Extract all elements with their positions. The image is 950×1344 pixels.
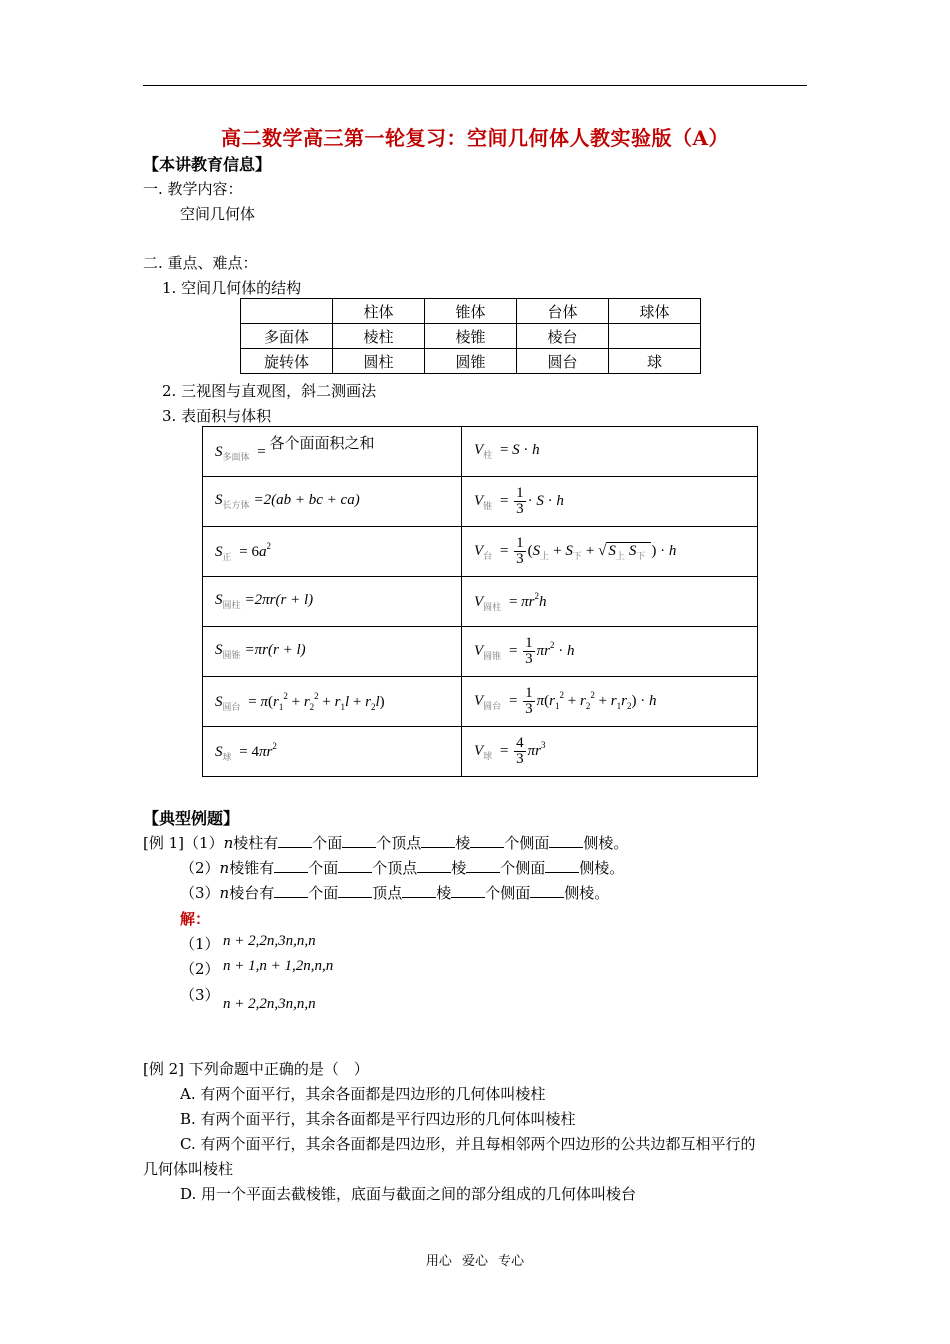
table-cell: 球 bbox=[609, 349, 701, 374]
formula-v-sphere: $V_球$ = $\frac{4}{3}$ $\pi r^3$ bbox=[462, 727, 758, 777]
table-row bbox=[203, 677, 758, 727]
header-rule bbox=[143, 85, 807, 86]
formula-s-cylinder: $S_{圆柱} =2\pi r(r + l)$ bbox=[203, 577, 462, 627]
formula-table bbox=[202, 426, 758, 777]
table-cell: 旋转体 bbox=[241, 349, 333, 374]
table-cell bbox=[241, 299, 333, 324]
formula-s-sphere: $S_球 = 4\pi r^2$ bbox=[203, 727, 462, 777]
table-cell: 圆柱 bbox=[333, 349, 425, 374]
table-row bbox=[241, 324, 701, 349]
answer-2-prefix: （2） bbox=[180, 960, 220, 978]
table-cell bbox=[609, 324, 701, 349]
formula-s-cuboid: $S_{长方体} =2(ab$ + bc + ca) bbox=[203, 477, 462, 527]
table-cell: 球体 bbox=[609, 299, 701, 324]
formula-v-pyramid: $V_锥$ = $\frac{1}{3}$ · S · h bbox=[462, 477, 758, 527]
option-b: B. 有两个面平行，其余各面都是平行四边形的几何体叫棱柱 bbox=[180, 1110, 576, 1128]
formula-s-frustum-cone: $S_{圆台} = \pi(r_1^2 + r_2^2 + r_1l + r_2l)$ bbox=[203, 677, 462, 727]
table-row bbox=[203, 627, 758, 677]
example-2-question: [例 2] 下列命题中正确的是（ ） bbox=[143, 1060, 369, 1078]
table-row bbox=[241, 299, 701, 324]
key-points-heading: 二. 重点、难点： bbox=[143, 254, 258, 272]
table-row bbox=[203, 527, 758, 577]
formula-s-cube: $S_正 = 6a^2$ bbox=[203, 527, 462, 577]
answer-2: n + 1,n + 1,2n,n,n bbox=[223, 958, 334, 974]
formula-v-cone: $V_{圆锥}$ = $\frac{1}{3}$ $\pi r^2 \cdot h$ bbox=[462, 627, 758, 677]
table-row bbox=[203, 427, 758, 477]
section-examples-heading: 【典型例题】 bbox=[143, 809, 240, 828]
answer-3: n + 2,2n,3n,n,n bbox=[223, 996, 316, 1012]
content-value: 空间几何体 bbox=[180, 205, 256, 223]
table-row bbox=[203, 577, 758, 627]
table-row bbox=[241, 349, 701, 374]
option-a: A. 有两个面平行，其余各面都是四边形的几何体叫棱柱 bbox=[180, 1085, 546, 1103]
structure-table bbox=[240, 298, 701, 374]
formula-v-prism: $V_柱 = S \cdot h$ bbox=[462, 427, 758, 477]
example-1-q1: [例 1]（1）n棱柱有 个面 个顶点 棱 个侧面 侧棱。 bbox=[143, 834, 629, 852]
option-d: D. 用一个平面去截棱锥，底面与截面之间的部分组成的几何体叫棱台 bbox=[180, 1185, 637, 1203]
table-row bbox=[203, 727, 758, 777]
answer-3-prefix: （3） bbox=[180, 986, 220, 1004]
page-footer: 用心 爱心 专心 bbox=[425, 1254, 525, 1269]
formula-v-frustum-cone: $V_{圆台}$ = $\frac{1}{3}$ $\pi(r_1^2 + r_2^2 + r_1r_2) \cdot h$ bbox=[462, 677, 758, 727]
option-c: C. 有两个面平行，其余各面都是四边形，并且每相邻两个四边形的公共边都互相平行的 bbox=[180, 1135, 756, 1153]
content-heading: 一. 教学内容： bbox=[143, 180, 243, 198]
formula-s-cone: $S_{圆锥} =\pi r(r + l)$ bbox=[203, 627, 462, 677]
item-2: 2. 三视图与直观图，斜二测画法 bbox=[162, 382, 377, 400]
table-cell: 圆台 bbox=[517, 349, 609, 374]
example-1-q2: （2）n棱锥有 个面 个顶点 棱 个侧面 侧棱。 bbox=[180, 859, 625, 877]
option-c-continued: 几何体叫棱柱 bbox=[143, 1160, 234, 1178]
item-3: 3. 表面积与体积 bbox=[162, 407, 272, 425]
table-cell: 圆锥 bbox=[425, 349, 517, 374]
table-cell: 多面体 bbox=[241, 324, 333, 349]
example-1-q3: （3）n棱台有 个面 顶点 棱 个侧面 侧棱。 bbox=[180, 884, 610, 902]
formula-v-cylinder: $V_{圆柱} = \pi r^2h$ bbox=[462, 577, 758, 627]
table-cell: 锥体 bbox=[425, 299, 517, 324]
formula-s-polyhedron: $S_{多面体}$ = 各个面面积之和 bbox=[203, 427, 462, 477]
table-cell: 棱台 bbox=[517, 324, 609, 349]
section-info-heading: 【本讲教育信息】 bbox=[143, 155, 272, 174]
table-row bbox=[203, 477, 758, 527]
table-cell: 棱柱 bbox=[333, 324, 425, 349]
table-cell: 棱锥 bbox=[425, 324, 517, 349]
answer-1-prefix: （1） bbox=[180, 935, 220, 953]
page-title: 高二数学高三第一轮复习：空间几何体人教实验版（A） bbox=[220, 126, 730, 150]
formula-v-frustum: $V_台$ = $\frac{1}{3}$ ($S_上 + S_下$ + √ $S_上$ $S_下$ ) · h bbox=[462, 527, 758, 577]
item-1: 1. 空间几何体的结构 bbox=[162, 279, 302, 297]
table-cell: 柱体 bbox=[333, 299, 425, 324]
table-cell: 台体 bbox=[517, 299, 609, 324]
answer-1: n + 2,2n,3n,n,n bbox=[223, 933, 316, 949]
answer-label: 解： bbox=[180, 910, 211, 928]
